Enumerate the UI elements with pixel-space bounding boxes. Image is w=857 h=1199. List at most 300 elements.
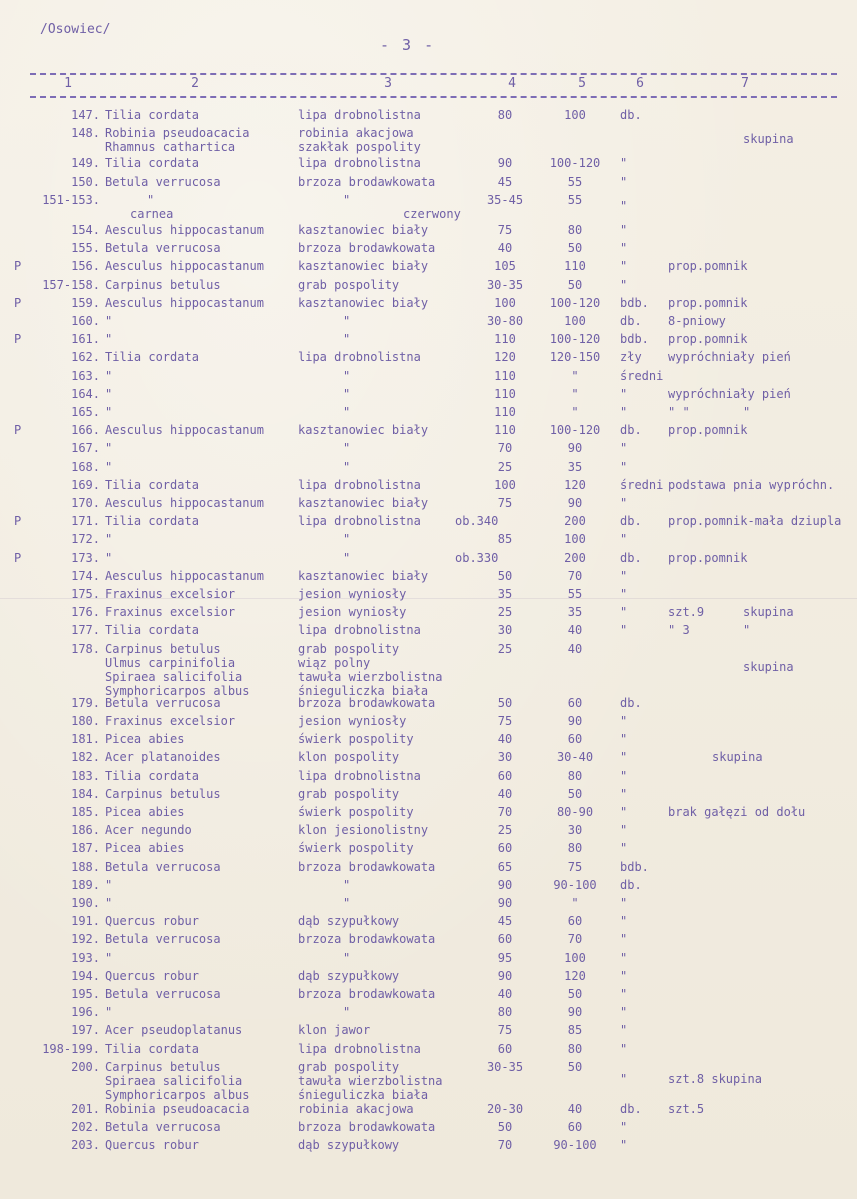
height-range: 200: [564, 550, 586, 565]
latin-name-cell: [105, 332, 112, 346]
condition: ": [620, 805, 628, 819]
condition: ": [620, 156, 628, 171]
latin-name: ": [105, 314, 113, 328]
height-range: 70: [567, 568, 583, 583]
polish-name-cell: [298, 259, 428, 273]
circumference: 30-35: [486, 277, 524, 292]
tree-number: 163.: [71, 368, 100, 383]
polish-name: świerk pospolity: [298, 805, 414, 819]
latin-name-cell: [105, 1060, 250, 1102]
latin-name-cell: [105, 478, 199, 492]
tree-number: 148.: [71, 126, 100, 141]
height-range: 90-100: [553, 877, 597, 892]
height-range: 50: [567, 241, 583, 256]
latin-name: Acer negundo: [105, 823, 192, 838]
circumference: 25: [497, 823, 513, 838]
polish-name: grab pospolity: [298, 641, 400, 656]
latin-name-cell: [105, 350, 199, 364]
remarks: brak gałęzi od dołu: [668, 805, 806, 819]
polish-name-cell: [298, 569, 428, 583]
latin-name-cell: [105, 841, 184, 855]
condition: ": [620, 532, 628, 547]
tree-number: 179.: [71, 695, 100, 710]
latin-name-cell: [105, 1042, 199, 1056]
height-range: 35: [567, 605, 583, 620]
latin-name-cell: [105, 914, 199, 928]
polish-name-cell: [298, 1102, 414, 1116]
height-range: 50: [567, 786, 583, 801]
circumference: 105: [494, 259, 516, 274]
polish-name-cell: [298, 841, 414, 855]
height-range: 40: [567, 623, 583, 638]
tree-number: 156.: [71, 259, 100, 274]
circumference: 40: [497, 987, 513, 1001]
latin-name: Aesculus hippocastanum: [105, 423, 264, 438]
height-range: 90-100: [553, 1138, 597, 1153]
height-range: 55: [567, 587, 583, 601]
polish-name-cell: [298, 241, 435, 255]
polish-name-cell: [298, 642, 443, 698]
polish-name-cell: [298, 514, 421, 528]
monument-mark: P: [14, 332, 22, 347]
height-range: 40: [567, 641, 583, 656]
latin-name-cell: [105, 551, 112, 565]
remarks: szt.9: [668, 605, 705, 620]
height-range: 35: [567, 459, 583, 474]
latin-name-cell: [105, 108, 199, 122]
tree-number: 168.: [71, 459, 100, 474]
polish-name-cell: [298, 460, 350, 474]
circumference: 35-45: [486, 192, 524, 207]
latin-name: Tilia cordata: [105, 477, 199, 492]
latin-name: Fraxinus excelsior: [105, 605, 236, 620]
latin-name-cell: [105, 278, 221, 292]
tree-number: 162.: [71, 350, 100, 365]
condition: ": [620, 786, 628, 801]
column-number-1: 1: [64, 76, 72, 91]
tree-number: 154.: [71, 223, 100, 237]
condition: db.: [620, 695, 642, 710]
polish-name-cell: [298, 987, 435, 1001]
latin-name: Aesculus hippocastanum: [105, 295, 264, 310]
condition: db.: [620, 550, 642, 565]
latin-name-cell: [105, 532, 112, 546]
condition: db.: [620, 108, 642, 122]
condition: db.: [620, 1102, 642, 1116]
tree-number: 202.: [71, 1120, 100, 1135]
circumference: 50: [497, 1120, 513, 1135]
polish-name-cell: [298, 951, 350, 965]
height-range: 75: [567, 859, 583, 874]
latin-name-cell: [105, 932, 221, 946]
tree-number: 165.: [71, 405, 100, 419]
latin-name-cell: [105, 642, 250, 698]
remarks: " 3: [668, 623, 690, 638]
remarks: skupina: [712, 750, 763, 765]
circumference: 25: [497, 459, 513, 474]
condition: ": [620, 277, 628, 292]
polish-name-cell: [298, 314, 350, 328]
monument-mark: P: [14, 259, 22, 274]
tree-number: 171.: [71, 514, 100, 529]
circumference: 45: [497, 914, 513, 929]
polish-name: lipa drobnolistna: [298, 1041, 421, 1056]
polish-name: grab pospolity: [298, 277, 400, 292]
polish-name: brzoza brodawkowata: [298, 987, 436, 1001]
condition: bdb.: [620, 332, 649, 347]
latin-name: Fraxinus excelsior: [105, 714, 236, 728]
tree-number: 196.: [71, 1005, 100, 1020]
height-range: 80: [567, 768, 583, 783]
tree-number: 193.: [71, 950, 100, 965]
polish-name: ": [343, 314, 351, 328]
tree-number: 201.: [71, 1102, 100, 1116]
latin-name: Quercus robur: [105, 914, 199, 929]
height-range: ": [571, 386, 579, 401]
latin-name: ": [105, 950, 113, 965]
latin-name-cell: [105, 769, 199, 783]
latin-name-cell: [105, 223, 264, 237]
condition: db.: [620, 423, 642, 438]
condition: db.: [620, 314, 642, 328]
condition: ": [620, 259, 628, 274]
tree-number: 147.: [71, 108, 100, 122]
polish-name: kasztanowiec biały: [298, 568, 429, 583]
height-range: 100-120: [549, 295, 601, 310]
latin-name-cell: [105, 860, 221, 874]
remarks-extra: ": [743, 405, 751, 419]
tree-number: 173.: [71, 550, 100, 565]
latin-name: ": [105, 386, 113, 401]
monument-mark: P: [14, 550, 22, 565]
latin-name-cell: [105, 369, 112, 383]
polish-name-cell: [298, 896, 350, 910]
approx-circumference: ob.340: [455, 514, 499, 529]
latin-name-cell: [105, 823, 192, 837]
column-number-2: 2: [191, 76, 199, 91]
circumference: 60: [497, 1041, 513, 1056]
condition: ": [620, 623, 628, 638]
tree-number: 164.: [71, 386, 100, 401]
table-header-rule: [30, 96, 837, 98]
polish-name: kasztanowiec biały: [298, 423, 429, 438]
height-range: 100-120: [549, 332, 601, 347]
latin-name: Fraxinus excelsior: [105, 587, 236, 601]
latin-name: Betula verrucosa: [105, 932, 221, 947]
height-range: 60: [567, 1120, 583, 1135]
tree-number: 150.: [71, 174, 100, 189]
latin-name: Carpinus betulus: [105, 277, 221, 292]
height-range: 100: [564, 314, 586, 328]
height-range: 40: [567, 1102, 583, 1116]
condition: ": [620, 932, 628, 947]
condition: ": [620, 174, 628, 189]
polish-name: lipa drobnolistna: [298, 156, 421, 171]
circumference: 80: [497, 108, 513, 122]
latin-name: Picea abies: [105, 841, 185, 856]
polish-name-cell: [298, 478, 421, 492]
polish-name-cell: [298, 878, 350, 892]
height-range: 60: [567, 695, 583, 710]
latin-name-cell: [105, 441, 112, 455]
latin-name-cell: [105, 587, 235, 601]
height-range: 60: [567, 732, 583, 747]
circumference: 25: [497, 605, 513, 620]
polish-name: jesion wyniosły: [298, 587, 407, 601]
condition: ": [620, 1041, 628, 1056]
polish-name: brzoza brodawkowata: [298, 695, 436, 710]
tree-number: 175.: [71, 587, 100, 601]
remarks-extra: skupina: [743, 605, 794, 620]
latin-name: Carpinus betulus: [105, 1059, 221, 1074]
polish-name: robinia akacjowa: [298, 1102, 414, 1116]
tree-number: 157-158.: [42, 277, 100, 292]
latin-name-cell: [105, 175, 221, 189]
polish-name-cell: [298, 969, 399, 983]
circumference: 70: [497, 441, 513, 456]
latin-name: Tilia cordata: [105, 156, 199, 171]
circumference: 90: [497, 968, 513, 983]
latin-name: ": [105, 441, 113, 456]
polish-name: tawuła wierzbolistna: [298, 669, 443, 684]
latin-name-cell: [105, 569, 264, 583]
polish-name-cell: [298, 175, 435, 189]
condition: ": [620, 823, 628, 838]
height-range: 80-90: [556, 805, 594, 819]
circumference: 100: [494, 477, 516, 492]
latin-name: Betula verrucosa: [105, 174, 221, 189]
polish-name: klon pospolity: [298, 750, 400, 765]
remarks-extra: skupina: [743, 659, 794, 674]
latin-name: Tilia cordata: [105, 514, 199, 529]
polish-name: kasztanowiec biały: [298, 223, 429, 237]
polish-name: ": [343, 386, 351, 401]
condition: ": [620, 1071, 628, 1086]
circumference: 80: [497, 1005, 513, 1020]
latin-name: carnea: [130, 206, 174, 221]
polish-name: grab pospolity: [298, 1059, 400, 1074]
circumference: 60: [497, 932, 513, 947]
polish-name: ": [343, 192, 351, 207]
tree-number: 185.: [71, 805, 100, 819]
polish-name-cell: [298, 696, 435, 710]
latin-name: Tilia cordata: [105, 768, 199, 783]
latin-name-cell: [105, 1138, 199, 1152]
circumference: 35: [497, 587, 513, 601]
circumference: 45: [497, 174, 513, 189]
polish-name-cell: [298, 332, 350, 346]
latin-name: Betula verrucosa: [105, 695, 221, 710]
monument-mark: P: [14, 295, 22, 310]
page-number: - 3 -: [380, 36, 436, 54]
polish-name: ": [343, 441, 351, 456]
height-range: 80: [567, 1041, 583, 1056]
remarks: prop.pomnik: [668, 550, 748, 565]
polish-name: ": [343, 368, 351, 383]
circumference: 60: [497, 841, 513, 856]
remarks: prop.pomnik-mała dziupla: [668, 514, 842, 529]
circumference: 40: [497, 241, 513, 256]
latin-name: Symphoricarpos albus: [105, 1087, 250, 1102]
polish-name: lipa drobnolistna: [298, 350, 421, 365]
tree-number: 200.: [71, 1059, 100, 1074]
polish-name-cell: [298, 1138, 399, 1152]
latin-name-cell: [105, 714, 235, 728]
latin-name-cell: [105, 951, 112, 965]
condition: średni: [620, 477, 664, 492]
polish-name: kasztanowiec biały: [298, 496, 429, 510]
tree-number: 172.: [71, 532, 100, 547]
remarks: wypróchniały pień: [668, 386, 791, 401]
remarks: szt.8 skupina: [668, 1071, 762, 1086]
height-range: 50: [567, 987, 583, 1001]
polish-name: ": [343, 532, 351, 547]
latin-name-cell: [105, 1120, 221, 1134]
latin-name: Acer platanoides: [105, 750, 221, 765]
column-number-6: 6: [636, 76, 644, 91]
height-range: 50: [567, 277, 583, 292]
latin-name-cell: [105, 605, 235, 619]
latin-name: Betula verrucosa: [105, 987, 221, 1001]
remarks: prop.pomnik: [668, 259, 748, 274]
height-range: ": [571, 405, 579, 419]
polish-name-cell: [298, 932, 435, 946]
monument-mark: P: [14, 423, 22, 438]
tree-number: 159.: [71, 295, 100, 310]
latin-name-cell: [105, 126, 250, 154]
circumference: 40: [497, 732, 513, 747]
tree-number: 160.: [71, 314, 100, 328]
height-range: 60: [567, 914, 583, 929]
polish-name: szakłak pospolity: [298, 140, 421, 155]
latin-name: Tilia cordata: [105, 350, 199, 365]
tree-number: 149.: [71, 156, 100, 171]
remarks-extra: ": [743, 623, 751, 638]
condition: zły: [620, 350, 642, 365]
condition: ": [620, 1120, 628, 1135]
latin-name: Carpinus betulus: [105, 641, 221, 656]
polish-name: dąb szypułkowy: [298, 914, 400, 929]
latin-name-cell: [105, 259, 264, 273]
tree-number: 203.: [71, 1138, 100, 1153]
latin-name-cell: [105, 1023, 242, 1037]
polish-name-cell: [298, 223, 428, 237]
polish-name: kasztanowiec biały: [298, 259, 429, 274]
circumference: 90: [497, 156, 513, 171]
approx-circumference: ob.330: [455, 550, 499, 565]
polish-name-cell: [298, 532, 350, 546]
polish-name: ": [343, 550, 351, 565]
latin-name: Aesculus hippocastanum: [105, 223, 264, 237]
condition: ": [620, 386, 628, 401]
remarks-extra: skupina: [743, 132, 794, 147]
latin-name-cell: [105, 1005, 112, 1019]
latin-name: ": [105, 550, 113, 565]
polish-name-cell: [298, 193, 461, 221]
polish-name-cell: [298, 623, 421, 637]
latin-name-cell: [105, 878, 112, 892]
monument-mark: P: [14, 514, 22, 529]
latin-name-cell: [105, 750, 221, 764]
tree-number: 180.: [71, 714, 100, 728]
circumference: 60: [497, 768, 513, 783]
circumference: 85: [497, 532, 513, 547]
polish-name: ": [343, 405, 351, 419]
tree-number: 195.: [71, 987, 100, 1001]
tree-number: 191.: [71, 914, 100, 929]
circumference: 110: [494, 405, 516, 419]
polish-name-cell: [298, 769, 421, 783]
latin-name-cell: [105, 787, 221, 801]
remarks: szt.5: [668, 1102, 705, 1116]
latin-name: Robinia pseudoacacia: [105, 126, 250, 141]
polish-name: robinia akacjowa: [298, 126, 414, 141]
condition: ": [620, 732, 628, 747]
location-header: /Osowiec/: [40, 22, 111, 37]
polish-name-cell: [298, 914, 399, 928]
height-range: 55: [567, 174, 583, 189]
polish-name-cell: [298, 156, 421, 170]
latin-name: Betula verrucosa: [105, 859, 221, 874]
latin-name: Quercus robur: [105, 968, 199, 983]
latin-name: Picea abies: [105, 805, 185, 819]
tree-number: 190.: [71, 896, 100, 910]
height-range: 30-40: [556, 750, 594, 765]
height-range: 30: [567, 823, 583, 838]
condition: ": [620, 896, 628, 910]
latin-name-cell: [105, 496, 264, 510]
latin-name-cell: [105, 405, 112, 419]
polish-name: świerk pospolity: [298, 841, 414, 856]
latin-name: Quercus robur: [105, 1138, 199, 1153]
latin-name: ": [105, 459, 113, 474]
polish-name: brzoza brodawkowata: [298, 241, 436, 256]
condition: ": [620, 914, 628, 929]
polish-name: ": [343, 877, 351, 892]
height-range: 90: [567, 441, 583, 456]
condition: ": [620, 198, 628, 213]
condition: średni: [620, 368, 664, 383]
latin-name-cell: [105, 987, 221, 1001]
polish-name-cell: [298, 350, 421, 364]
polish-name: brzoza brodawkowata: [298, 174, 436, 189]
circumference: 30-80: [486, 314, 524, 328]
latin-name-cell: [105, 156, 199, 170]
latin-name: ": [105, 368, 113, 383]
latin-name-cell: [105, 623, 199, 637]
polish-name: jesion wyniosły: [298, 714, 407, 728]
tree-number: 174.: [71, 568, 100, 583]
latin-name: Ulmus carpinifolia: [105, 655, 236, 670]
condition: ": [620, 1005, 628, 1020]
circumference: 110: [494, 386, 516, 401]
polish-name: brzoza brodawkowata: [298, 932, 436, 947]
latin-name-cell: [105, 969, 199, 983]
height-range: 50: [567, 1059, 583, 1074]
latin-name: ": [105, 896, 113, 910]
condition: ": [620, 968, 628, 983]
tree-number: 184.: [71, 786, 100, 801]
height-range: 100: [564, 108, 586, 122]
tree-number: 169.: [71, 477, 100, 492]
tree-number: 178.: [71, 641, 100, 656]
latin-name: Picea abies: [105, 732, 185, 747]
tree-number: 167.: [71, 441, 100, 456]
tree-number: 161.: [71, 332, 100, 347]
condition: ": [620, 768, 628, 783]
remarks: prop.pomnik: [668, 423, 748, 438]
tree-number: 192.: [71, 932, 100, 947]
